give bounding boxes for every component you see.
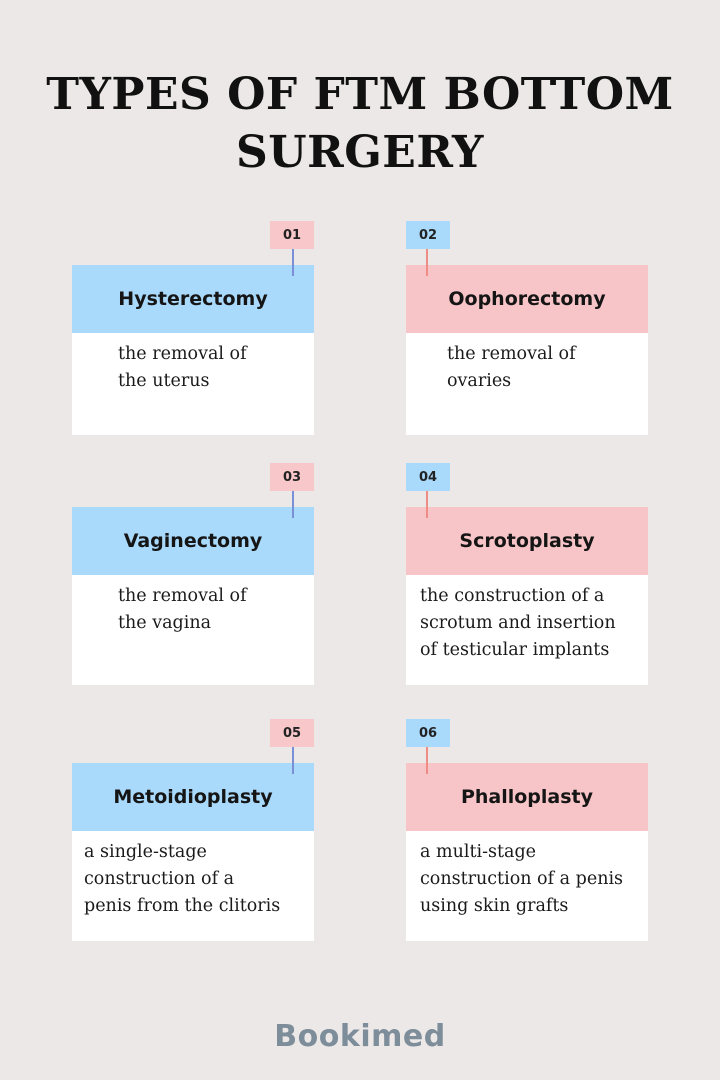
card-number-tag: 02 xyxy=(406,221,450,249)
card-vaginectomy xyxy=(72,469,314,685)
page-title: TYPES OF FTM BOTTOM SURGERY xyxy=(46,69,674,178)
card-description: the removal of the vagina xyxy=(72,575,314,685)
connector-line xyxy=(292,747,294,774)
card-scrotoplasty xyxy=(406,469,648,685)
connector-line xyxy=(426,747,428,774)
card-title: Scrotoplasty xyxy=(406,507,648,575)
card-description: a single-stage construction of a penis from the clitoris xyxy=(72,831,314,941)
card-title: Phalloplasty xyxy=(406,763,648,831)
bookimed-logo: Bookimed xyxy=(274,1019,446,1054)
card-number-tag: 05 xyxy=(270,719,314,747)
card-title: Metoidioplasty xyxy=(72,763,314,831)
card-number-tag: 04 xyxy=(406,463,450,491)
card-title: Vaginectomy xyxy=(72,507,314,575)
card-description: the removal of the uterus xyxy=(72,333,314,435)
card-description: a multi-stage construction of a penis using skin grafts xyxy=(406,831,648,941)
card-oophorectomy xyxy=(406,227,648,435)
connector-line xyxy=(426,491,428,518)
card-title: Hysterectomy xyxy=(72,265,314,333)
connector-line xyxy=(292,249,294,276)
card-hysterectomy xyxy=(72,227,314,435)
card-number-tag: 01 xyxy=(270,221,314,249)
card-description: the removal of ovaries xyxy=(406,333,648,435)
card-description: the construction of a scrotum and insertion of testicular implants xyxy=(406,575,648,685)
connector-line xyxy=(292,491,294,518)
card-phalloplasty xyxy=(406,725,648,941)
connector-line xyxy=(426,249,428,276)
card-metoidioplasty xyxy=(72,725,314,941)
card-title: Oophorectomy xyxy=(406,265,648,333)
card-number-tag: 06 xyxy=(406,719,450,747)
card-number-tag: 03 xyxy=(270,463,314,491)
